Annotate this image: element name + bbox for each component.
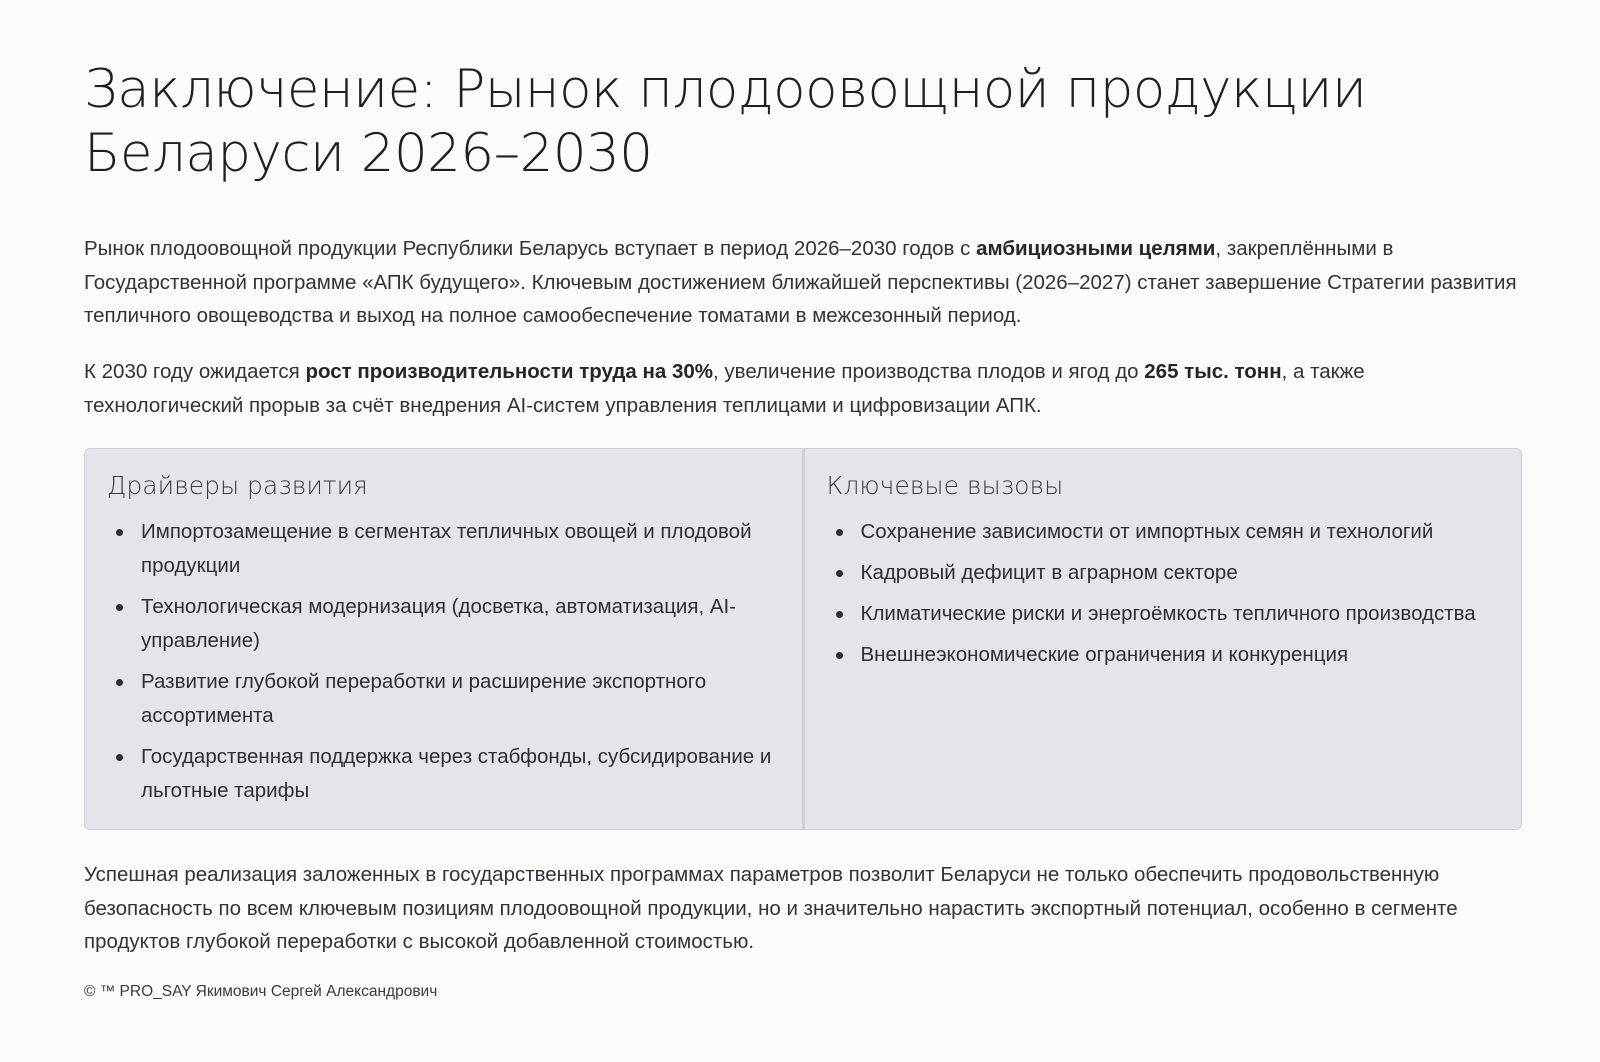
page-title: Заключение: Рынок плодоовощной продукции Беларуси 2026–2030 — [84, 59, 1367, 184]
list-item: Государственная поддержка через стабфонды, субсидирование и льготные тарифы — [141, 740, 780, 808]
list-item: Развитие глубокой переработки и расширение экспортного ассортимента — [141, 665, 780, 733]
list-item: Сохранение зависимости от импортных семян и технологий — [861, 515, 1500, 549]
intro-paragraph-2 — [84, 355, 1524, 422]
list-item: Кадровый дефицит в аграрном секторе — [861, 556, 1500, 590]
list-item: Импортозамещение в сегментах тепличных овощей и плодовой продукции — [141, 515, 780, 583]
conclusion-paragraph: Успешная реализация заложенных в государственных программах параметров позволит Беларуси не только обеспечить продовольственную безопасность по всем ключевым позициям плодоовощной продукции, но и значительно нарастить экспортный потенциал, особенно в сегменте продуктов глубокой переработки с высокой добавленной стоимостью. — [84, 863, 1458, 953]
drivers-list — [107, 515, 780, 808]
intro-text: Рынок плодоовощной продукции Республики Беларусь вступает в период 2026–2030 годов с — [84, 237, 977, 260]
copyright-footer: © ™ PRO_SAY Якимович Сергей Александрович — [84, 983, 438, 1000]
intro-emphasis: 265 тыс. тонн — [1144, 360, 1282, 383]
intro-text: К 2030 году ожидается — [84, 360, 306, 383]
drivers-column — [85, 449, 802, 829]
challenges-heading: Ключевые вызовы — [826, 471, 1064, 500]
drivers-heading: Драйверы развития — [107, 471, 368, 500]
list-item: Климатические риски и энергоёмкость тепличного производства — [861, 597, 1500, 631]
intro-text: , увеличение производства плодов и ягод до — [713, 360, 1145, 383]
intro-paragraph-1 — [84, 232, 1524, 333]
intro-emphasis: рост производительности труда на 30% — [305, 360, 714, 383]
list-item: Технологическая модернизация (досветка, автоматизация, AI-управление) — [141, 590, 780, 658]
intro-emphasis: амбициозными целями — [976, 237, 1216, 260]
intro-text: , закреплёнными в Государственной программе «АПК будущего». Ключевым достижением ближайшей перспективы (2026–2027) станет завершение Стратегии развития тепличного овощеводства и выход на полное самообеспечение томатами в межсезонный период. — [84, 237, 1517, 327]
drivers-challenges-panel — [84, 448, 1522, 830]
list-item: Внешнеэкономические ограничения и конкуренция — [861, 638, 1500, 672]
challenges-column — [802, 449, 1522, 829]
intro-text: , а также технологический прорыв за счёт внедрения AI-систем управления теплицами и цифровизации АПК. — [84, 360, 1365, 417]
challenges-list — [827, 515, 1500, 672]
